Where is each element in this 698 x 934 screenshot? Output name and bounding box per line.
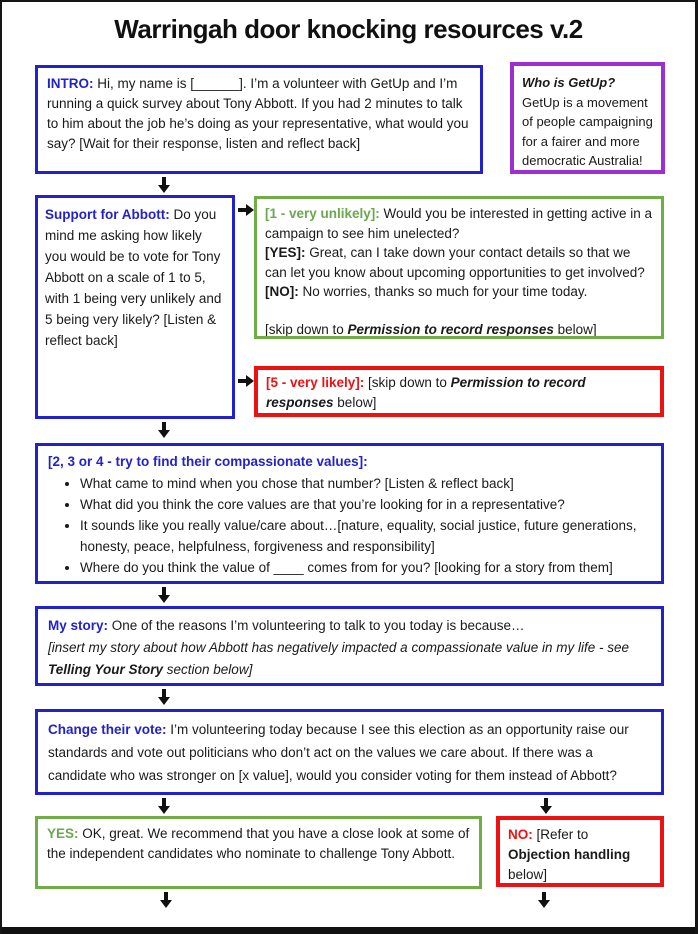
no-label: NO:	[508, 827, 533, 842]
down-arrow-icon	[157, 587, 170, 603]
unlikely-no-line: [NO]: No worries, thanks so much for your time today.	[265, 284, 588, 299]
values-heading: [2, 3 or 4 - try to find their compassionate values]:	[48, 454, 368, 469]
page-bottom-edge	[2, 927, 695, 934]
intro-text: Hi, my name is [______]. I’m a volunteer with GetUp and I’m running a quick survey about Tony Abbott. If you had 2 minutes to talk to him about the job he’s doing as your representative, what would you say? [Wait for their response, listen and reflect back]	[47, 76, 469, 151]
down-arrow-icon	[157, 422, 170, 438]
my-story-label: My story:	[48, 618, 109, 633]
my-story-note: [insert my story about how Abbott has negatively impacted a compassionate value in my life - see	[48, 640, 630, 655]
values-bullet: • What came to mind when you chose that number? [Listen & reflect back]	[80, 473, 651, 494]
intro-box	[35, 65, 483, 174]
yes-box: YES: OK, great. We recommend that you have a close look at some of the independent candidates who nominate to challenge Tony Abbott.	[35, 816, 482, 889]
support-text: Do you mind me asking how likely you would be to vote for Tony Abbott on a scale of 1 to 5, with 1 being very unlikely and 5 being very likely? [Listen & reflect back]	[45, 207, 222, 348]
values-bullet: • What did you think the core values are that you’re looking for in a representative?	[80, 494, 651, 515]
no-box: NO: [Refer to Objection handling below]	[496, 816, 664, 887]
support-for-abbott-box	[35, 195, 235, 419]
page-title: Warringah door knocking resources v.2	[114, 14, 583, 44]
unlikely-yes-line: [YES]: Great, can I take down your contact details so that we can let you know about upcoming opportunities to get involved?	[265, 245, 645, 280]
unlikely-question-line: [1 - very unlikely]: Would you be interested in getting active in a campaign to see him unelected?	[265, 206, 652, 241]
compassionate-values-box	[35, 443, 664, 584]
change-their-vote-box: Change their vote: I’m volunteering today because I see this election as an opportunity raise our standards and vote out politicians who don’t act on the values we care about. If there was a candidate who was stronger on [x value], would you consider voting for them instead of Abbott?	[35, 709, 664, 795]
values-bullet: • Where do you think the value of ____ comes from for you? [looking for a story from them]	[80, 557, 651, 578]
down-arrow-icon	[159, 892, 172, 908]
right-arrow-icon	[238, 374, 254, 387]
unlikely-label: [1 - very unlikely]:	[265, 206, 380, 221]
unlikely-skip-line: [skip down to Permission to record responses below]	[265, 321, 597, 337]
down-arrow-icon	[157, 177, 170, 193]
my-story-box: My story: One of the reasons I’m volunteering to talk to you today is because… [insert my story about how Abbott has negatively impacted a compassionate value in my life - see Telling Your Story section below]	[35, 606, 664, 686]
very-likely-box: [5 - very likely]: [skip down to Permission to record responses below]	[254, 366, 664, 417]
down-arrow-icon	[157, 798, 170, 814]
down-arrow-icon	[537, 892, 550, 908]
values-bullet: • It sounds like you really value/care about…[nature, equality, social justice, future generations, honesty, peace, helpfulness, forgiveness and responsibility]	[80, 515, 651, 557]
support-label: Support for Abbott:	[45, 207, 170, 222]
down-arrow-icon	[539, 798, 552, 814]
intro-label: INTRO:	[47, 76, 94, 91]
likely-label: [5 - very likely]:	[266, 375, 365, 390]
getup-label: Who is GetUp?	[522, 75, 616, 90]
right-arrow-icon	[238, 203, 254, 216]
who-is-getup-box	[510, 62, 665, 174]
getup-text: GetUp is a movement of people campaigning for a fairer and more democratic Australia!	[522, 94, 653, 168]
very-unlikely-box	[254, 196, 664, 339]
down-arrow-icon	[157, 689, 170, 705]
yes-label: YES:	[47, 826, 79, 841]
change-vote-label: Change their vote:	[48, 722, 167, 737]
values-bullet-list	[48, 473, 651, 578]
blank-line	[265, 302, 653, 320]
